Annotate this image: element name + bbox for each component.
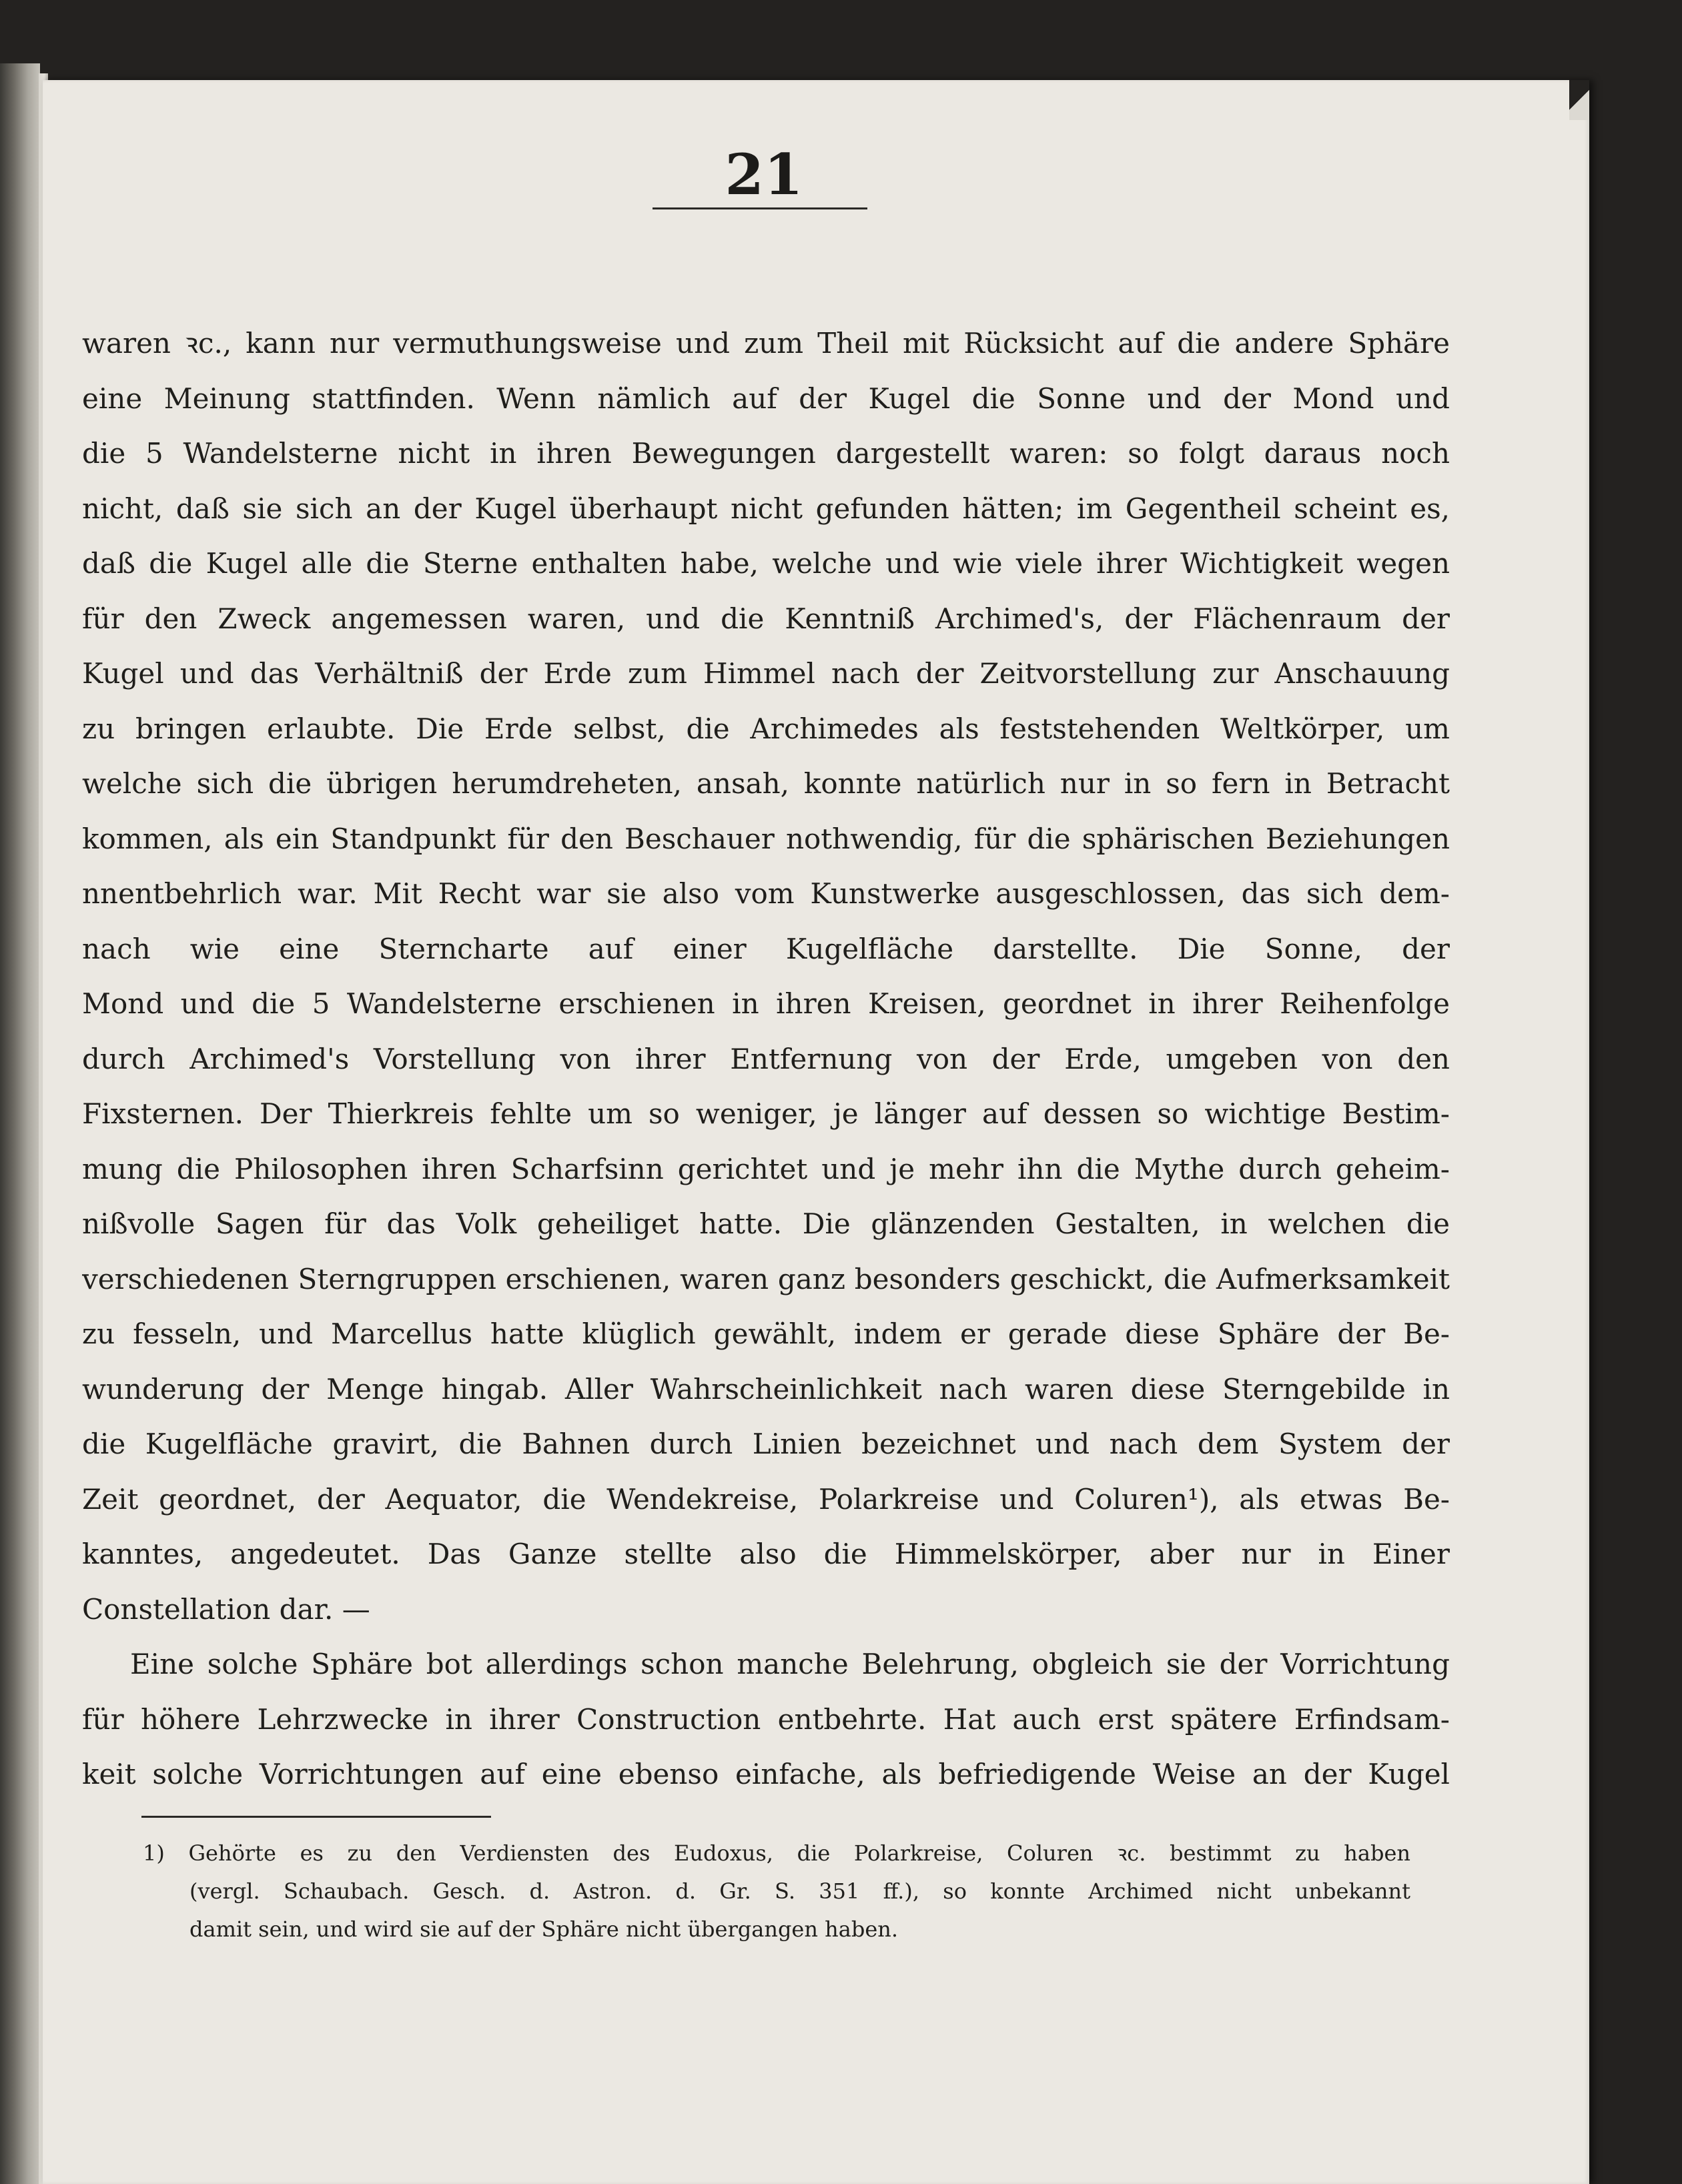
text-line: welche sich die übrigen herumdreheten, ansah, konnte natürlich nur in so fern in Betracht bbox=[82, 767, 1450, 800]
text-line: zu bringen erlaubte. Die Erde selbst, die Archimedes als feststehenden Weltkörper, um bbox=[82, 712, 1450, 745]
text-line: eine Meinung stattfinden. Wenn nämlich auf der Kugel die Sonne und der Mond und bbox=[82, 382, 1450, 415]
body-text bbox=[82, 316, 1450, 1802]
text-line: für höhere Lehrzwecke in ihrer Construction entbehrte. Hat auch erst spätere Erfindsam- bbox=[82, 1702, 1450, 1736]
text-line: verschiedenen Sterngruppen erschienen, waren ganz besonders geschickt, die Aufmerksamkeit bbox=[82, 1262, 1450, 1295]
text-line: durch Archimed's Vorstellung von ihrer Entfernung von der Erde, umgeben von den bbox=[82, 1042, 1450, 1075]
text-line: keit solche Vorrichtungen auf eine ebenso einfache, als befriedigende Weise an der Kugel bbox=[82, 1758, 1450, 1790]
text-line: die Kugelfläche gravirt, die Bahnen durch Linien bezeichnet und nach dem System der bbox=[82, 1428, 1450, 1460]
text-line: wunderung der Menge hingab. Aller Wahrscheinlichkeit nach waren diese Sterngebilde in bbox=[82, 1372, 1450, 1406]
text-line: Mond und die 5 Wandelsterne erschienen in ihren Kreisen, geordnet in ihrer Reihenfolge bbox=[82, 987, 1450, 1020]
footnote-line: damit sein, und wird sie auf der Sphäre nicht übergangen haben. bbox=[189, 1917, 899, 1942]
paragraph-end-line: Constellation dar. — bbox=[82, 1592, 370, 1626]
text-line: zu fesseln, und Marcellus hatte klüglich gewählt, indem er gerade diese Sphäre der Be- bbox=[82, 1317, 1450, 1350]
text-line: nnentbehrlich war. Mit Recht war sie also vom Kunstwerke ausgeschlossen, das sich dem- bbox=[82, 877, 1450, 910]
footnote-separator bbox=[141, 1816, 491, 1818]
text-line: kanntes, angedeutet. Das Ganze stellte also die Himmelskörper, aber nur in Einer bbox=[82, 1538, 1450, 1570]
page-corner bbox=[1569, 80, 1589, 120]
page-number: 21 bbox=[725, 141, 803, 207]
text-line: daß die Kugel alle die Sterne enthalten habe, welche und wie viele ihrer Wichtigkeit wegen bbox=[82, 547, 1450, 580]
text-line: kommen, als ein Standpunkt für den Beschauer nothwendig, für die sphärischen Beziehungen bbox=[82, 822, 1450, 855]
paragraph-start-line: Eine solche Sphäre bot allerdings schon manche Belehrung, obgleich sie der Vorrichtung bbox=[130, 1648, 1450, 1680]
text-line: die 5 Wandelsterne nicht in ihren Bewegungen dargestellt waren: so folgt daraus noch bbox=[82, 437, 1450, 470]
page-number-rule bbox=[653, 207, 867, 209]
footnote-line: 1) Gehörte es zu den Verdiensten des Eudoxus, die Polarkreise, Coluren ꝛc. bestimmt zu haben bbox=[143, 1840, 1410, 1866]
text-line: Kugel und das Verhältniß der Erde zum Himmel nach der Zeitvorstellung zur Anschauung bbox=[82, 657, 1450, 690]
text-line: waren ꝛc., kann nur vermuthungsweise und zum Theil mit Rücksicht auf die andere Sphäre bbox=[82, 327, 1450, 360]
text-line: nach wie eine Sterncharte auf einer Kugelfläche darstellte. Die Sonne, der bbox=[82, 932, 1450, 965]
text-line: nicht, daß sie sich an der Kugel überhaupt nicht gefunden hätten; im Gegentheil scheint es, bbox=[82, 492, 1450, 525]
footnote bbox=[143, 1834, 1410, 1949]
footnote-line: (vergl. Schaubach. Gesch. d. Astron. d. Gr. S. 351 ff.), so konnte Archimed nicht unbekannt bbox=[189, 1878, 1410, 1904]
text-line: für den Zweck angemessen waren, und die Kenntniß Archimed's, der Flächenraum der bbox=[82, 602, 1450, 635]
text-line: Zeit geordnet, der Aequator, die Wendekreise, Polarkreise und Coluren¹), als etwas Be- bbox=[82, 1482, 1450, 1516]
text-line: Fixsternen. Der Thierkreis fehlte um so weniger, je länger auf dessen so wichtige Bestim- bbox=[82, 1097, 1450, 1130]
text-line: mung die Philosophen ihren Scharfsinn gerichtet und je mehr ihn die Mythe durch geheim- bbox=[82, 1152, 1450, 1185]
facing-page-edge bbox=[0, 63, 40, 2184]
text-line: nißvolle Sagen für das Volk geheiliget hatte. Die glänzenden Gestalten, in welchen die bbox=[82, 1207, 1450, 1240]
